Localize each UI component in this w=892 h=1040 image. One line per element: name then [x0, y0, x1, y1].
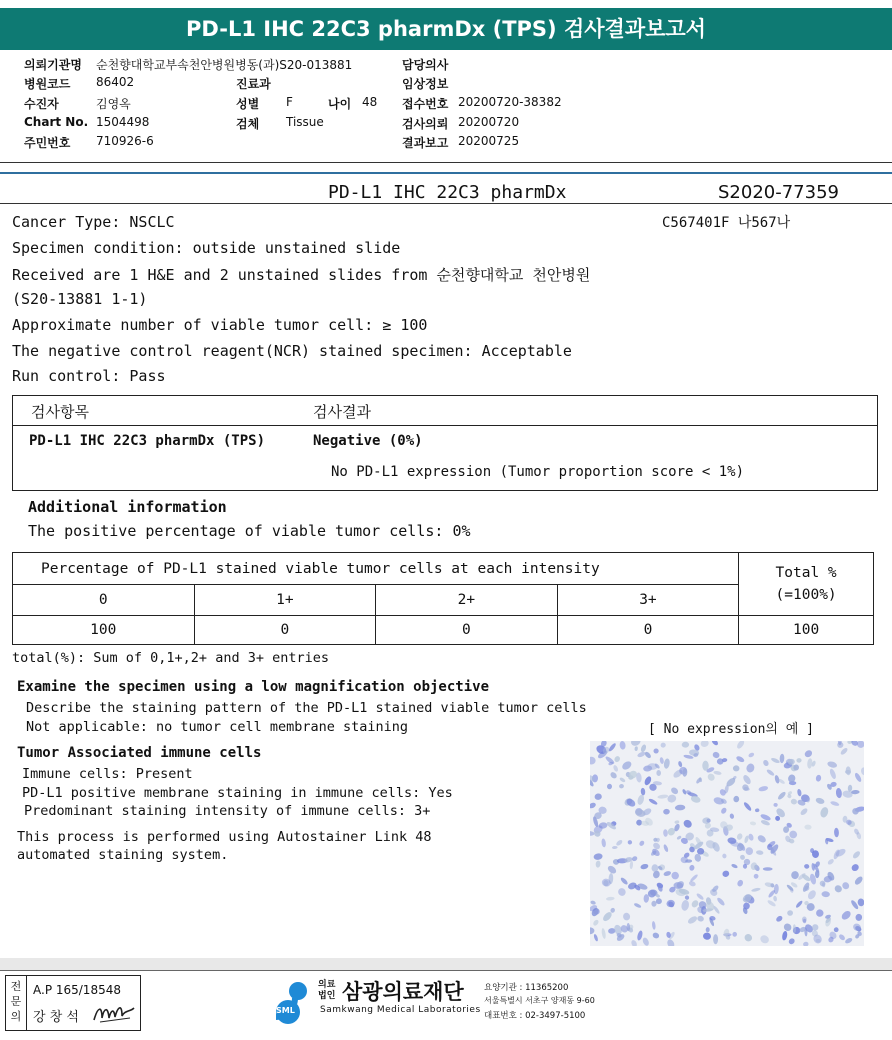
stained-nucleus [593, 934, 599, 942]
result-table [12, 395, 878, 491]
stained-nucleus [706, 927, 710, 932]
report-line: (S20-13881 1-1) [12, 290, 148, 308]
stained-nucleus [732, 765, 739, 772]
result-item: PD-L1 IHC 22C3 pharmDx (TPS) [29, 433, 266, 449]
stained-nucleus [722, 870, 731, 878]
micrograph-texture [590, 741, 864, 946]
stained-nucleus [741, 783, 750, 792]
stained-nucleus [807, 758, 813, 769]
stained-nucleus [855, 913, 863, 921]
stained-nucleus [666, 938, 676, 946]
stained-nucleus [617, 887, 627, 897]
total-header-line: (=100%) [775, 587, 837, 603]
stained-nucleus [759, 934, 771, 945]
stained-nucleus [795, 900, 803, 909]
report-line: Cancer Type: NSCLC [12, 213, 175, 231]
org-info: 요양기관 : 11365200 [484, 983, 569, 993]
stained-nucleus [653, 748, 659, 754]
stained-nucleus [608, 742, 617, 752]
stained-nucleus [636, 930, 643, 941]
stained-nucleus [760, 813, 772, 822]
stained-nucleus [615, 839, 623, 847]
intensity-value: 0 [376, 616, 558, 645]
stained-nucleus [803, 749, 813, 759]
stained-nucleus [648, 798, 658, 806]
stained-nucleus [791, 871, 800, 880]
stained-nucleus [844, 937, 853, 945]
stained-nucleus [659, 757, 664, 764]
stained-nucleus [656, 770, 661, 776]
report-line: Received are 1 H&E and 2 unstained slides from 순천향대학교 천안병원 [12, 266, 591, 284]
stained-nucleus [612, 764, 618, 772]
stained-nucleus [781, 931, 788, 941]
stained-nucleus [751, 887, 761, 892]
stained-nucleus [777, 791, 787, 801]
intensity-table [12, 552, 874, 645]
stained-nucleus [848, 785, 853, 792]
result-value: Negative (0%) [313, 433, 423, 449]
stained-nucleus [652, 921, 656, 930]
org-prefix: 의료법인 [318, 980, 336, 1001]
stained-nucleus [787, 910, 793, 916]
header-label: 검체 [236, 117, 260, 131]
org-info: 대표번호 : 02-3497-5100 [484, 1011, 586, 1021]
stained-nucleus [850, 863, 860, 873]
header-label: 수진자 [24, 97, 59, 111]
stained-nucleus [619, 741, 626, 750]
sml-logo-text: SML [276, 1006, 295, 1015]
org-info: 서울특별시 서초구 양재동 9-60 [484, 996, 595, 1005]
stained-nucleus [711, 741, 720, 746]
stained-nucleus [770, 757, 780, 764]
report-line: Specimen condition: outside unstained slide [12, 239, 401, 257]
stained-nucleus [630, 741, 642, 747]
additional-heading: Additional information [28, 498, 227, 516]
table-footnote: total(%): Sum of 0,1+,2+ and 3+ entries [12, 650, 329, 666]
stained-nucleus [842, 790, 853, 799]
stained-nucleus [830, 800, 840, 806]
stained-nucleus [716, 897, 726, 907]
header-value: 20200720-38382 [458, 95, 562, 109]
stained-nucleus [803, 919, 806, 924]
stained-nucleus [712, 751, 720, 759]
header-label: Chart No. [24, 115, 89, 129]
stained-nucleus [816, 909, 824, 917]
report-title: PD-L1 IHC 22C3 pharmDx (TPS) 검사결과보고서 [0, 8, 892, 50]
stained-nucleus [799, 807, 808, 816]
stained-nucleus [678, 761, 683, 768]
stained-nucleus [763, 867, 773, 870]
intensity-label: 3+ [557, 585, 739, 616]
process-line: This process is performed using Autostainer Link 48 [17, 829, 432, 845]
stained-nucleus [689, 864, 695, 871]
stained-nucleus [606, 864, 617, 875]
stained-nucleus [815, 870, 820, 878]
process-line: automated staining system. [17, 847, 229, 863]
stained-nucleus [827, 760, 838, 768]
stained-nucleus [622, 912, 631, 921]
stained-nucleus [735, 755, 745, 763]
divider [0, 970, 892, 971]
stained-nucleus [787, 794, 792, 799]
stained-nucleus [815, 797, 825, 805]
stained-nucleus [606, 896, 615, 900]
stained-nucleus [594, 793, 602, 801]
stained-nucleus [821, 891, 830, 897]
stained-nucleus [753, 873, 760, 880]
divider [0, 162, 892, 163]
immune-line: Immune cells: Present [22, 766, 193, 782]
stained-nucleus [640, 863, 649, 870]
stained-nucleus [612, 846, 618, 849]
stained-nucleus [682, 742, 690, 748]
stained-nucleus [660, 742, 667, 748]
header-label: 나이 [328, 97, 352, 111]
report-number: S2020-77359 [718, 182, 839, 203]
stained-nucleus [766, 768, 775, 776]
stained-nucleus [609, 771, 618, 780]
stained-nucleus [651, 864, 658, 872]
stained-nucleus [638, 840, 645, 847]
header-value: 순천향대학교부속천안병원병동(과)S20-013881 [96, 58, 353, 72]
stained-nucleus [803, 941, 809, 946]
stained-nucleus [840, 909, 852, 921]
result-col-header: 검사결과 [313, 403, 371, 421]
header-value: 86402 [96, 75, 135, 89]
stained-nucleus [804, 824, 811, 829]
stained-nucleus [590, 756, 596, 764]
stained-nucleus [840, 747, 849, 756]
stained-nucleus [788, 937, 796, 945]
divider [0, 172, 892, 174]
test-name: PD-L1 IHC 22C3 pharmDx [328, 182, 567, 203]
header-value: 20200725 [458, 134, 520, 148]
stained-nucleus [630, 939, 638, 946]
stained-nucleus [773, 803, 778, 807]
stained-nucleus [796, 758, 801, 763]
header-value: 1504498 [96, 115, 150, 129]
table-divider [13, 425, 877, 426]
stained-nucleus [640, 744, 647, 753]
stained-nucleus [690, 899, 699, 909]
stained-nucleus [797, 789, 802, 797]
total-header [739, 553, 874, 616]
stained-nucleus [755, 808, 760, 813]
total-header-line: Total % [775, 565, 837, 581]
stained-nucleus [713, 770, 722, 775]
stained-nucleus [773, 896, 778, 902]
additional-line: The positive percentage of viable tumor cells: 0% [28, 522, 471, 540]
stained-nucleus [675, 805, 686, 811]
stained-nucleus [750, 821, 757, 826]
sml-logo-icon [268, 978, 320, 1028]
stained-nucleus [628, 840, 633, 845]
stained-nucleus [806, 889, 817, 901]
stained-nucleus [736, 879, 744, 887]
stained-nucleus [745, 762, 755, 773]
stained-nucleus [857, 898, 864, 906]
stained-nucleus [804, 864, 810, 870]
stained-nucleus [590, 927, 595, 934]
stained-nucleus [629, 861, 633, 869]
intensity-total: 100 [739, 616, 874, 645]
stained-nucleus [689, 873, 698, 882]
stained-nucleus [827, 858, 835, 866]
stained-nucleus [838, 933, 846, 941]
stained-nucleus [697, 915, 705, 922]
examine-line: Describe the staining pattern of the PD-L1 stained viable tumor cells [26, 700, 587, 716]
header-label: 주민번호 [24, 136, 71, 150]
stained-nucleus [720, 807, 727, 815]
stained-nucleus [697, 848, 704, 855]
stained-nucleus [748, 833, 755, 841]
stained-nucleus [722, 853, 727, 858]
signer-name: 강 창 석 [33, 1010, 79, 1025]
stained-nucleus [640, 788, 645, 796]
stained-nucleus [779, 754, 784, 764]
stained-nucleus [729, 813, 734, 819]
stamp-side-label: 전문의 [10, 980, 22, 1023]
stained-nucleus [736, 833, 743, 841]
intensity-label: 2+ [376, 585, 558, 616]
stained-nucleus [684, 895, 690, 901]
stained-nucleus [637, 751, 646, 758]
stained-nucleus [736, 741, 746, 750]
stained-nucleus [852, 850, 862, 860]
stained-nucleus [853, 875, 864, 886]
org-english-name: Samkwang Medical Laboratories [320, 1005, 481, 1015]
stained-nucleus [748, 752, 755, 758]
header-label: 의뢰기관명 [24, 58, 82, 72]
stained-nucleus [782, 922, 793, 933]
stained-nucleus [663, 809, 670, 815]
report-line: The negative control reagent(NCR) stained specimen: Acceptable [12, 342, 572, 360]
intensity-label: 1+ [194, 585, 376, 616]
stained-nucleus [619, 784, 624, 789]
stained-nucleus [657, 794, 668, 799]
immune-line: Predominant staining intensity of immune cells: 3+ [24, 803, 431, 819]
stained-nucleus [833, 884, 843, 894]
header-label: 임상정보 [402, 77, 449, 91]
stained-nucleus [681, 899, 690, 911]
stained-nucleus [854, 772, 863, 783]
intensity-label: 0 [13, 585, 195, 616]
ap-number: A.P 165/18548 [33, 983, 121, 997]
stained-nucleus [682, 818, 693, 829]
stained-nucleus [696, 892, 705, 900]
header-label: 담당의사 [402, 58, 449, 72]
stained-nucleus [713, 934, 718, 944]
result-col-header: 검사항목 [31, 403, 89, 421]
stained-nucleus [652, 932, 660, 940]
stained-nucleus [675, 888, 687, 898]
stained-nucleus [829, 768, 837, 780]
stained-nucleus [663, 870, 672, 877]
header-value: 20200720 [458, 115, 520, 129]
header-label: 결과보고 [402, 136, 449, 150]
header-value: 김영옥 [96, 97, 131, 111]
header-label: 진료과 [236, 77, 271, 91]
stained-nucleus [860, 767, 864, 776]
stained-nucleus [670, 870, 680, 880]
header-value: F [286, 95, 293, 109]
stained-nucleus [636, 794, 645, 806]
stained-nucleus [700, 741, 710, 748]
header-label: 성별 [236, 97, 260, 111]
intensity-value: 100 [13, 616, 195, 645]
stained-nucleus [845, 766, 851, 775]
stained-nucleus [595, 860, 601, 868]
report-code: C567401F 나567나 [662, 215, 791, 231]
result-note: No PD-L1 expression (Tumor proportion score < 1%) [331, 464, 745, 480]
stained-nucleus [834, 828, 839, 838]
stained-nucleus [674, 820, 679, 824]
stained-nucleus [743, 801, 753, 812]
stained-nucleus [687, 915, 699, 925]
stained-nucleus [756, 834, 767, 844]
examine-line: Not applicable: no tumor cell membrane staining [26, 719, 409, 735]
header-value: Tissue [286, 115, 324, 129]
stained-nucleus [592, 919, 599, 927]
stained-nucleus [742, 774, 752, 786]
stained-nucleus [658, 863, 667, 871]
divider [0, 203, 892, 204]
stained-nucleus [835, 788, 842, 799]
stained-nucleus [634, 746, 638, 751]
report-line: Approximate number of viable tumor cell: ≥ 100 [12, 316, 428, 334]
immune-heading: Tumor Associated immune cells [17, 745, 262, 761]
stained-nucleus [666, 899, 676, 908]
micrograph-image [590, 741, 864, 946]
stained-nucleus [601, 928, 606, 939]
examine-heading: Examine the specimen using a low magnification objective [17, 679, 490, 695]
footer-band [0, 958, 892, 970]
intensity-value: 0 [194, 616, 376, 645]
stained-nucleus [633, 902, 641, 908]
stained-nucleus [758, 785, 768, 792]
report-line: Run control: Pass [12, 367, 166, 385]
stained-nucleus [590, 802, 597, 810]
stained-nucleus [743, 933, 753, 943]
stained-nucleus [666, 794, 677, 804]
image-caption: [ No expression의 예 ] [648, 722, 814, 737]
header-label: 병원코드 [24, 77, 71, 91]
org-name: 삼광의료재단 [342, 980, 464, 1004]
stained-nucleus [841, 881, 851, 891]
stained-nucleus [745, 847, 753, 856]
header-value: 710926-6 [96, 134, 154, 148]
stained-nucleus [619, 777, 626, 783]
stained-nucleus [670, 786, 680, 795]
stained-nucleus [688, 880, 696, 887]
stained-nucleus [620, 877, 629, 886]
intensity-header: Percentage of PD-L1 stained viable tumor cells at each intensity [13, 553, 739, 585]
stained-nucleus [732, 931, 738, 937]
intensity-value: 0 [557, 616, 739, 645]
stained-nucleus [663, 844, 669, 853]
stained-nucleus [593, 853, 603, 861]
stained-nucleus [613, 755, 621, 763]
header-label: 접수번호 [402, 97, 449, 111]
header-value: 48 [362, 95, 378, 109]
stained-nucleus [819, 806, 829, 818]
stained-nucleus [775, 915, 783, 923]
stained-nucleus [739, 854, 746, 861]
stained-nucleus [590, 900, 596, 905]
stained-nucleus [644, 751, 652, 759]
stained-nucleus [607, 784, 612, 790]
header-label: 검사의뢰 [402, 117, 449, 131]
stained-nucleus [733, 796, 740, 803]
stained-nucleus [756, 850, 764, 855]
stained-nucleus [621, 760, 633, 772]
stained-nucleus [762, 759, 769, 767]
stained-nucleus [731, 863, 738, 869]
stained-nucleus [663, 758, 670, 769]
stained-nucleus [790, 798, 797, 805]
signature-icon [92, 1000, 136, 1026]
stained-nucleus [642, 937, 650, 946]
stained-nucleus [601, 838, 606, 847]
immune-line: PD-L1 positive membrane staining in immune cells: Yes [22, 785, 453, 801]
stained-nucleus [815, 774, 821, 782]
stained-nucleus [703, 932, 712, 940]
signature-stamp [5, 975, 141, 1031]
stained-nucleus [663, 829, 668, 837]
